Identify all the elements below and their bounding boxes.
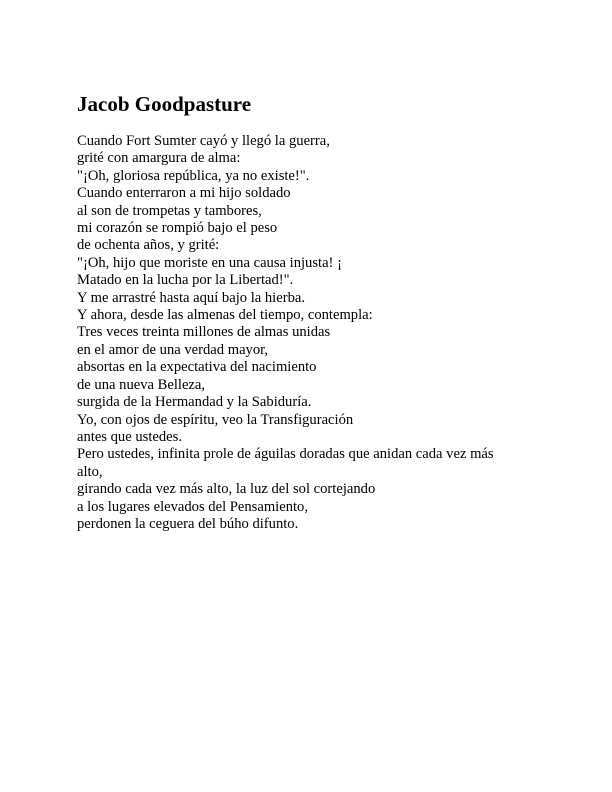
poem-line: grité con amargura de alma: — [77, 150, 241, 167]
poem-line: Cuando Fort Sumter cayó y llegó la guerra, — [77, 133, 330, 149]
poem-line: al son de trompetas y tambores, — [77, 202, 262, 219]
poem-line: a los lugares elevados del Pensamiento, — [77, 498, 309, 515]
poem-line: de una nueva Belleza, — [77, 376, 206, 393]
poem-line: Cuando enterraron a mi hijo soldado — [77, 185, 291, 202]
poem-line: Pero ustedes, infinita prole de águilas doradas que anidan cada vez más — [77, 446, 494, 463]
poem-line: "¡Oh, hijo que moriste en una causa injusta! ¡ — [77, 254, 342, 271]
poem-line: absortas en la expectativa del nacimiento — [77, 359, 317, 376]
poem-line: perdonen la ceguera del búho difunto. — [77, 515, 299, 532]
poem-line: "¡Oh, gloriosa república, ya no existe!". — [77, 167, 310, 184]
poem-line: antes que ustedes. — [77, 428, 182, 445]
poem-line: Yo, con ojos de espíritu, veo la Transfiguración — [77, 411, 354, 428]
poem-line: mi corazón se rompió bajo el peso — [77, 220, 278, 237]
poem-line: Y ahora, desde las almenas del tiempo, contempla: — [77, 307, 373, 324]
poem-line: surgida de la Hermandad y la Sabiduría. — [77, 394, 312, 411]
poem-line: Tres veces treinta millones de almas unidas — [77, 324, 331, 341]
poem-body — [77, 133, 517, 533]
poem-line: Matado en la lucha por la Libertad!". — [77, 272, 294, 289]
document-title: Jacob Goodpasture — [77, 92, 252, 116]
poem-line: en el amor de una verdad mayor, — [77, 341, 269, 358]
poem-line: girando cada vez más alto, la luz del sol cortejando — [77, 481, 376, 498]
poem-line: alto, — [77, 463, 103, 480]
poem-line: Y me arrastré hasta aquí bajo la hierba. — [77, 289, 305, 306]
poem-line: de ochenta años, y grité: — [77, 237, 220, 254]
